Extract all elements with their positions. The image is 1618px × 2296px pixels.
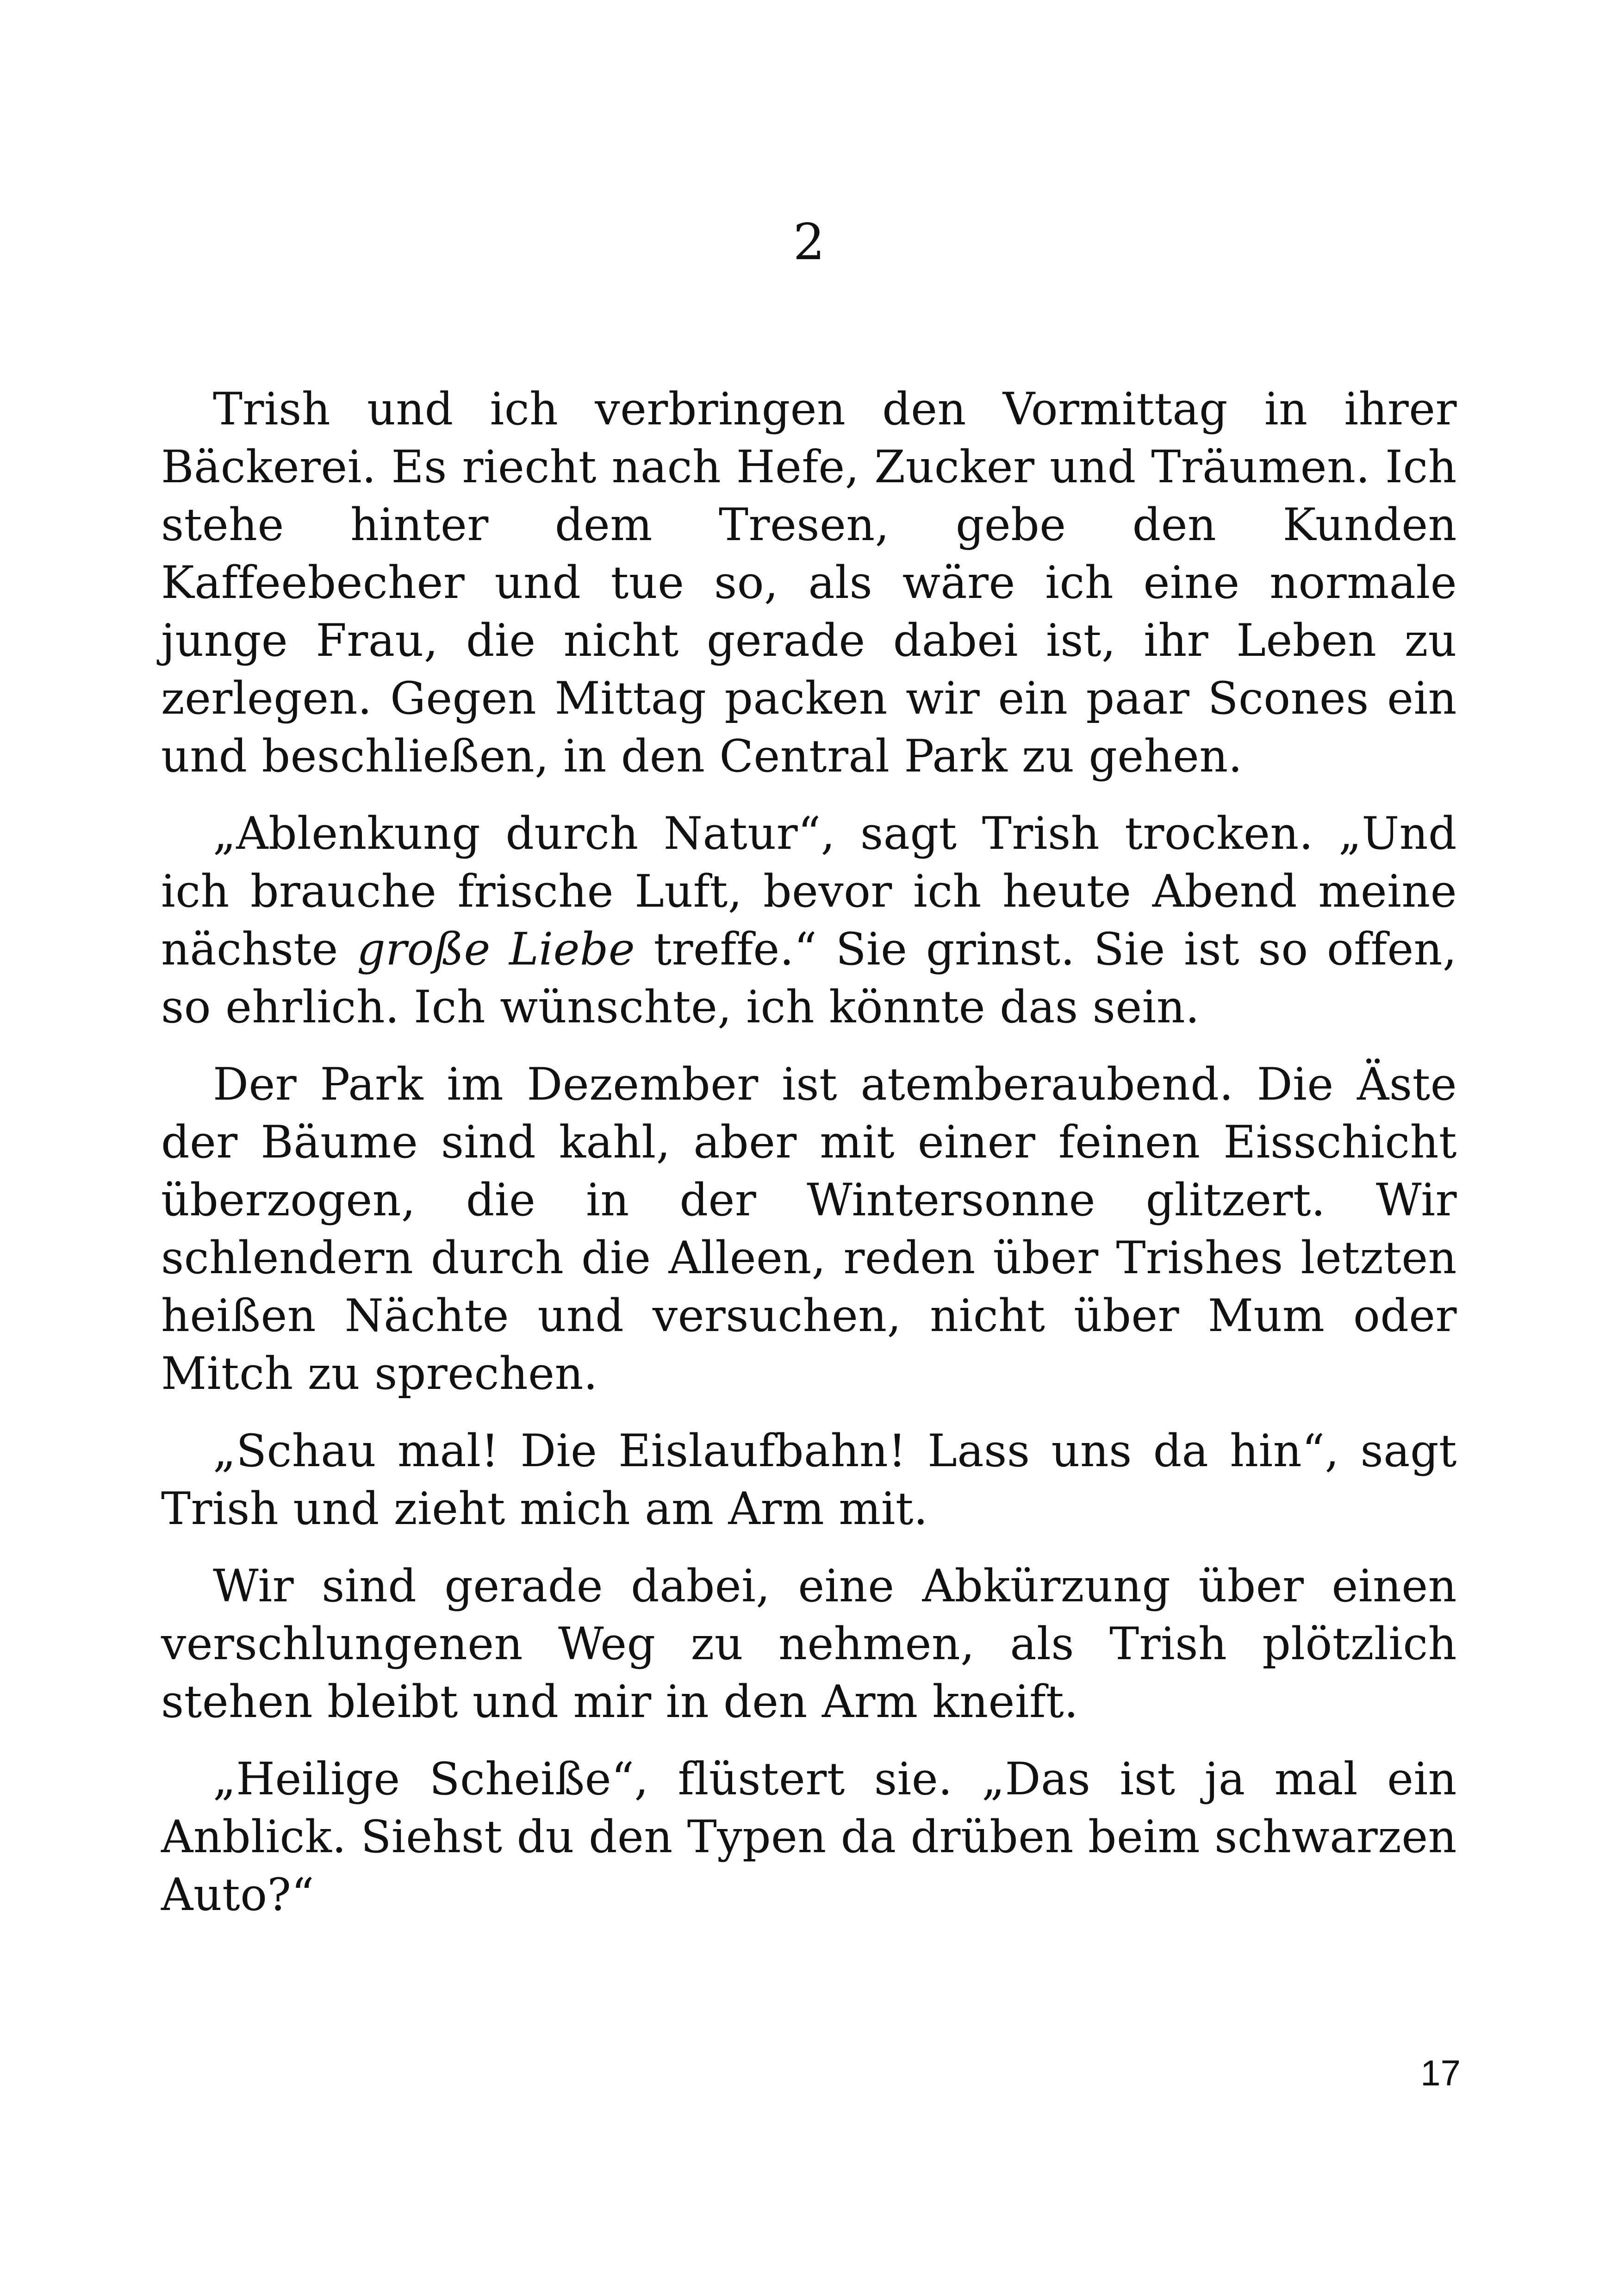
paragraph-2-emphasis: große Liebe: [357, 923, 635, 975]
paragraph-3-text: Der Park im Dezember ist atemberaubend. Die Äste der Bäume sind kahl, aber mit einer feinen Eisschicht überzogen, die in der Wintersonne glitzert. Wir schlendern durch die Alleen, reden über Trishes letzten heißen Nächte und versuchen, nicht über Mum oder Mitch zu sprechen.: [161, 1058, 1457, 1400]
body-text: [161, 380, 1457, 1943]
paragraph-6: [161, 1750, 1457, 1924]
paragraph-3: [161, 1056, 1457, 1403]
paragraph-6-text: „Heilige Scheiße“, flüstert sie. „Das ist ja mal ein Anblick. Siehst du den Typen da drüben beim schwarzen Auto?“: [161, 1753, 1457, 1921]
paragraph-5-text: Wir sind gerade dabei, eine Abkürzung über einen verschlungenen Weg zu nehmen, als Trish plötzlich stehen bleibt und mir in den Arm kneift.: [161, 1560, 1457, 1728]
page-number: 17: [1420, 2053, 1461, 2093]
paragraph-1-text: Trish und ich verbringen den Vormittag in ihrer Bäckerei. Es riecht nach Hefe, Zucker und Träumen. Ich stehe hinter dem Tresen, gebe den Kunden Kaffeebecher und tue so, als wäre ich eine normale junge Frau, die nicht gerade dabei ist, ihr Leben zu zerlegen. Gegen Mittag packen wir ein paar Scones ein und beschließen, in den Central Park zu gehen.: [161, 383, 1457, 782]
paragraph-2: [161, 805, 1457, 1036]
paragraph-4: [161, 1422, 1457, 1538]
paragraph-2-text-start: „Ablenkung durch Natur“, sagt Trish trocken. „Und ich brauche frische Luft, bevor ich heute Abend meine nächste: [161, 808, 1457, 975]
chapter-number: 2: [793, 213, 825, 271]
paragraph-2-text-end: treffe.“ Sie grinst. Sie ist so offen, so ehrlich. Ich wünschte, ich könnte das sein.: [161, 923, 1457, 1033]
paragraph-1: [161, 380, 1457, 785]
paragraph-5: [161, 1557, 1457, 1731]
paragraph-4-text: „Schau mal! Die Eislaufbahn! Lass uns da hin“, sagt Trish und zieht mich am Arm mit.: [161, 1425, 1457, 1535]
